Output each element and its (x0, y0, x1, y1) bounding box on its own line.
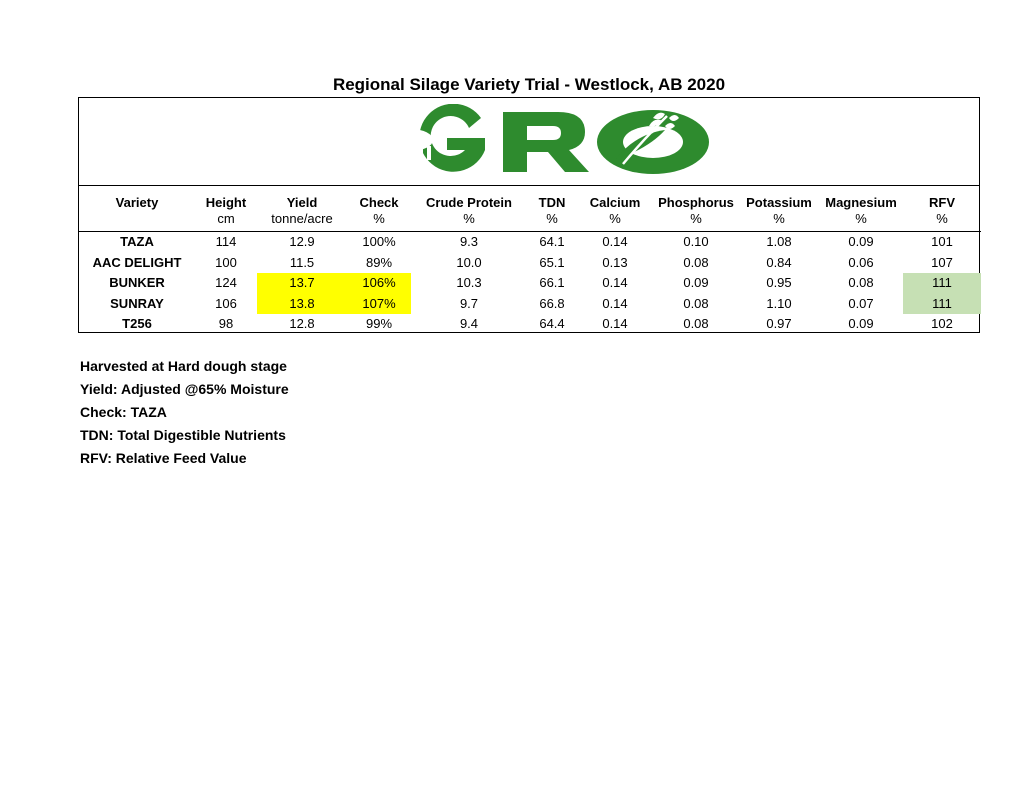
column-header: Magnesium (825, 195, 897, 210)
column-unit: % (819, 211, 903, 232)
crude-protein-cell: 10.3 (456, 275, 482, 291)
tdn-cell: 66.8 (539, 295, 565, 311)
yield-cell: 11.5 (289, 254, 315, 270)
logo-letter-r (503, 112, 589, 172)
table-row (79, 273, 981, 294)
rfv-cell: 107 (931, 254, 953, 270)
footnotes (80, 355, 289, 470)
footnote: RFV: Relative Feed Value (80, 450, 247, 466)
rfv-cell-highlighted: 111 (903, 273, 981, 294)
tdn-cell: 64.4 (539, 316, 565, 332)
phosphorus-cell: 0.08 (683, 295, 709, 311)
height-cell: 114 (215, 234, 237, 250)
check-cell: 89% (365, 254, 393, 270)
height-cell: 106 (215, 295, 237, 311)
tdn-cell: 66.1 (539, 275, 565, 291)
tdn-cell: 65.1 (539, 254, 565, 270)
potassium-cell: 1.10 (766, 295, 792, 311)
column-header: Crude Protein (426, 195, 512, 210)
column-unit: % (347, 211, 411, 232)
column-header: Check (359, 195, 399, 210)
column-unit: % (739, 211, 819, 232)
footnote: Harvested at Hard dough stage (80, 358, 287, 374)
height-cell: 124 (215, 275, 237, 291)
magnesium-cell: 0.09 (848, 316, 874, 332)
height-cell: 100 (215, 254, 237, 270)
units-row (79, 211, 981, 232)
calcium-cell: 0.13 (602, 254, 628, 270)
magnesium-cell: 0.09 (848, 234, 874, 250)
table-row (79, 314, 981, 335)
gro-logo (353, 104, 715, 178)
table-row (79, 232, 981, 253)
phosphorus-cell: 0.09 (683, 275, 709, 291)
calcium-cell: 0.14 (602, 316, 628, 332)
column-header: Phosphorus (658, 195, 734, 210)
column-header: Height (205, 195, 247, 210)
variety-cell: AAC DELIGHT (92, 254, 182, 270)
variety-cell: BUNKER (109, 275, 165, 291)
variety-cell: TAZA (120, 234, 154, 250)
tdn-cell: 64.1 (539, 234, 565, 250)
column-unit: tonne/acre (257, 211, 347, 232)
potassium-cell: 0.95 (766, 275, 792, 291)
trial-table-frame (78, 97, 980, 333)
phosphorus-cell: 0.08 (683, 316, 709, 332)
check-cell: 100% (362, 234, 396, 250)
potassium-cell: 1.08 (766, 234, 792, 250)
variety-cell: T256 (122, 316, 152, 332)
rfv-cell: 101 (931, 234, 953, 250)
column-header: Variety (115, 195, 159, 210)
height-cell: 98 (218, 316, 234, 332)
check-cell-highlighted: 106% (347, 273, 411, 294)
column-unit: % (527, 211, 577, 232)
page-title: Regional Silage Variety Trial - Westlock, AB 2020 (332, 75, 726, 94)
potassium-cell: 0.84 (766, 254, 792, 270)
rfv-cell-highlighted: 111 (903, 294, 981, 315)
trial-results-table (79, 186, 981, 335)
potassium-cell: 0.97 (766, 316, 792, 332)
crude-protein-cell: 10.0 (456, 254, 482, 270)
column-header: Yield (286, 195, 318, 210)
column-header: RFV (929, 195, 955, 210)
footnote: Yield: Adjusted @65% Moisture (80, 381, 289, 397)
calcium-cell: 0.14 (602, 275, 628, 291)
yield-cell: 12.8 (289, 316, 315, 332)
phosphorus-cell: 0.08 (683, 254, 709, 270)
yield-cell: 12.9 (289, 234, 315, 250)
crude-protein-cell: 9.7 (459, 295, 479, 311)
column-unit: % (903, 211, 981, 232)
magnesium-cell: 0.07 (848, 295, 874, 311)
table-row (79, 253, 981, 274)
column-unit: cm (195, 211, 257, 232)
table-row (79, 294, 981, 315)
column-unit (79, 211, 195, 232)
logo-banner (79, 98, 979, 186)
phosphorus-cell: 0.10 (683, 234, 709, 250)
yield-cell-highlighted: 13.8 (257, 294, 347, 315)
check-cell-highlighted: 107% (347, 294, 411, 315)
calcium-cell: 0.14 (602, 234, 628, 250)
column-header: Calcium (589, 195, 641, 210)
column-header: TDN (538, 195, 566, 210)
crude-protein-cell: 9.4 (459, 316, 479, 332)
calcium-cell: 0.14 (602, 295, 628, 311)
column-header: Potassium (746, 195, 812, 210)
check-cell: 99% (365, 316, 393, 332)
footnote: Check: TAZA (80, 404, 167, 420)
footnote: TDN: Total Digestible Nutrients (80, 427, 286, 443)
column-unit: % (653, 211, 739, 232)
logo-letter-o (597, 110, 709, 174)
yield-cell-highlighted: 13.7 (257, 273, 347, 294)
variety-cell: SUNRAY (110, 295, 164, 311)
header-row (79, 186, 981, 211)
rfv-cell: 102 (931, 316, 953, 332)
magnesium-cell: 0.06 (848, 254, 874, 270)
column-unit: % (411, 211, 527, 232)
magnesium-cell: 0.08 (848, 275, 874, 291)
column-unit: % (577, 211, 653, 232)
crude-protein-cell: 9.3 (459, 234, 479, 250)
